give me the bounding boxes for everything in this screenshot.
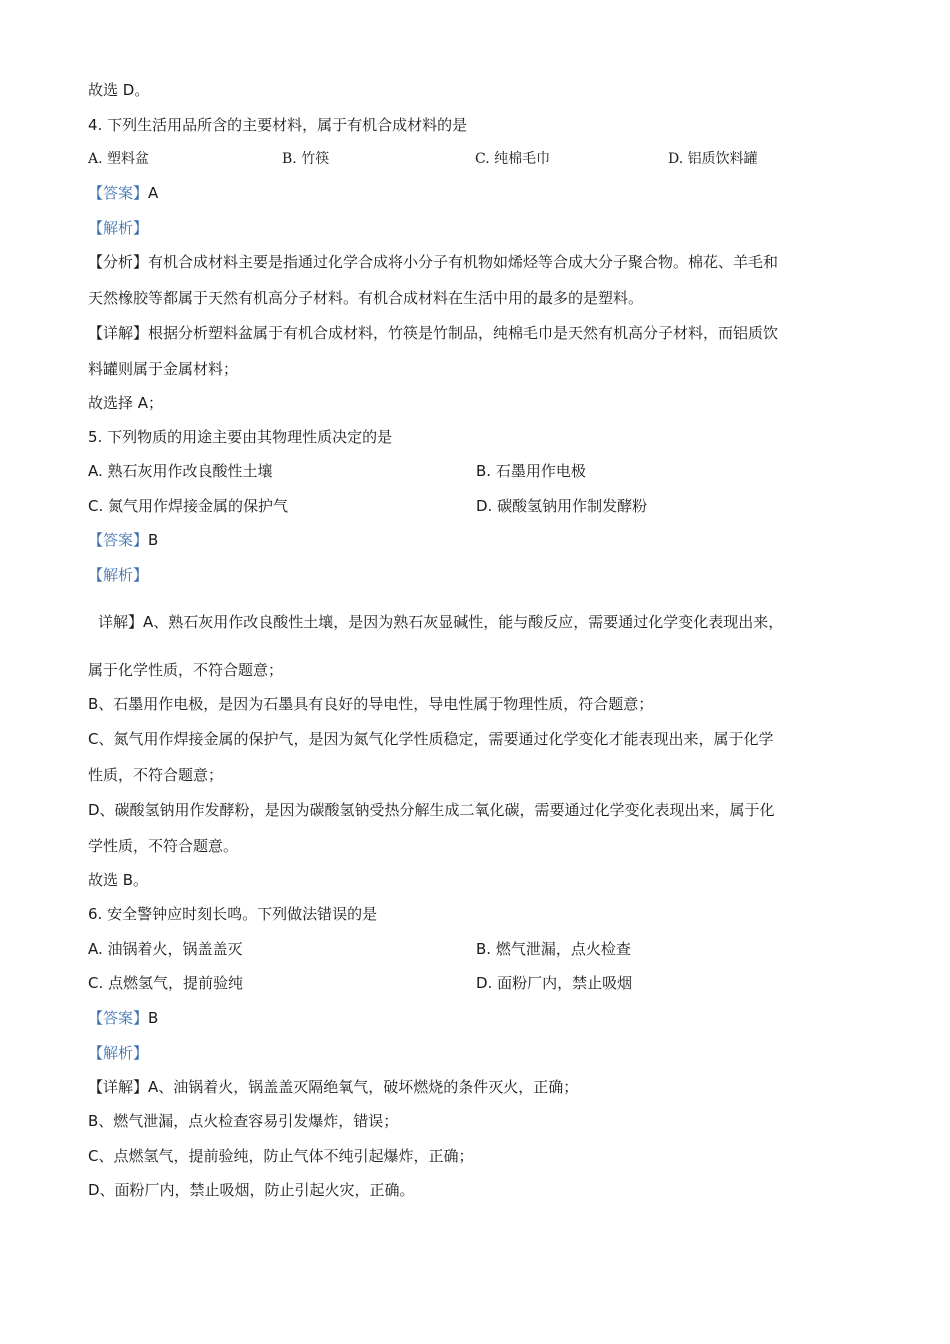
q6-detail-line: 【详解】A、油锅着火，锅盖盖灭隔绝氧气，破坏燃烧的条件灭火，正确； — [88, 1078, 579, 1096]
q4-answer — [88, 183, 158, 203]
q5-conclusion: 故选 B。 — [88, 871, 149, 889]
q5-analysis-tag: 【解析】 — [88, 566, 149, 584]
q5-answer-value: B — [148, 531, 159, 549]
q5-detail-line: 学性质，不符合题意。 — [88, 837, 239, 855]
q5-detail-line: B、石墨用作电极，是因为石墨具有良好的导电性，导电性属于物理性质，符合题意； — [88, 695, 654, 713]
prev-conclusion: 故选 D。 — [88, 81, 150, 99]
q5-detail-line: D、碳酸氢钠用作发酵粉，是因为碳酸氢钠受热分解生成二氧化碳，需要通过化学变化表现出来，属于化 — [88, 801, 775, 819]
q4-detail-line: 【详解】根据分析塑料盆属于有机合成材料，竹筷是竹制品，纯棉毛巾是天然有机高分子材料，而铝质饮 — [88, 324, 779, 342]
q5-option-c: C. 氮气用作焊接金属的保护气 — [88, 497, 289, 515]
q5-detail-line: 属于化学性质，不符合题意； — [88, 661, 284, 679]
q6-detail-line: D、面粉厂内，禁止吸烟，防止引起火灾，正确。 — [88, 1181, 415, 1199]
q6-answer-tag: 【答案】 — [88, 1009, 149, 1027]
q5-answer — [88, 530, 158, 550]
q5-option-d: D. 碳酸氢钠用作制发酵粉 — [476, 497, 648, 515]
q5-option-a: A. 熟石灰用作改良酸性土壤 — [88, 462, 273, 480]
q4-answer-tag: 【答案】 — [88, 184, 149, 202]
q4-option-d: D. 铝质饮料罐 — [668, 151, 758, 167]
q6-answer — [88, 1008, 158, 1028]
q4-conclusion: 故选择 A； — [88, 394, 164, 412]
q4-analysis-tag: 【解析】 — [88, 219, 149, 237]
q5-option-b: B. 石墨用作电极 — [476, 462, 586, 480]
q6-option-a: A. 油锅着火，锅盖盖灭 — [88, 940, 243, 958]
q4-analysis-line: 天然橡胶等都属于天然有机高分子材料。有机合成材料在生活中用的最多的是塑料。 — [88, 289, 644, 307]
q4-detail-line: 料罐则属于金属材料； — [88, 360, 239, 378]
q6-option-b: B. 燃气泄漏，点火检查 — [476, 940, 631, 958]
q5-answer-tag: 【答案】 — [88, 531, 149, 549]
q4-option-b: B. 竹筷 — [282, 151, 330, 167]
q5-detail-line: 性质，不符合题意； — [88, 766, 224, 784]
q4-analysis-line: 【分析】有机合成材料主要是指通过化学合成将小分子有机物如烯烃等合成大分子聚合物。棉花、羊毛和 — [88, 253, 779, 271]
q4-stem: 4. 下列生活用品所含的主要材料，属于有机合成材料的是 — [88, 116, 468, 134]
q6-answer-value: B — [148, 1009, 159, 1027]
q5-detail-line: 详解】A、熟石灰用作改良酸性土壤，是因为熟石灰显碱性，能与酸反应，需要通过化学变化表现出来， — [98, 613, 784, 631]
q6-detail-line: B、燃气泄漏，点火检查容易引发爆炸，错误； — [88, 1112, 399, 1130]
q6-detail-line: C、点燃氢气，提前验纯，防止气体不纯引起爆炸，正确； — [88, 1147, 474, 1165]
q6-option-d: D. 面粉厂内，禁止吸烟 — [476, 974, 633, 992]
q4-option-c: C. 纯棉毛巾 — [475, 151, 551, 167]
q6-option-c: C. 点燃氢气，提前验纯 — [88, 974, 244, 992]
q4-answer-value: A — [148, 184, 159, 202]
q5-stem: 5. 下列物质的用途主要由其物理性质决定的是 — [88, 428, 393, 446]
q5-detail-line: C、氮气用作焊接金属的保护气，是因为氮气化学性质稳定，需要通过化学变化才能表现出来，属于化学 — [88, 730, 774, 748]
q6-analysis-tag: 【解析】 — [88, 1044, 149, 1062]
q6-stem: 6. 安全警钟应时刻长鸣。下列做法错误的是 — [88, 905, 378, 923]
q4-option-a: A. 塑料盆 — [88, 151, 150, 167]
